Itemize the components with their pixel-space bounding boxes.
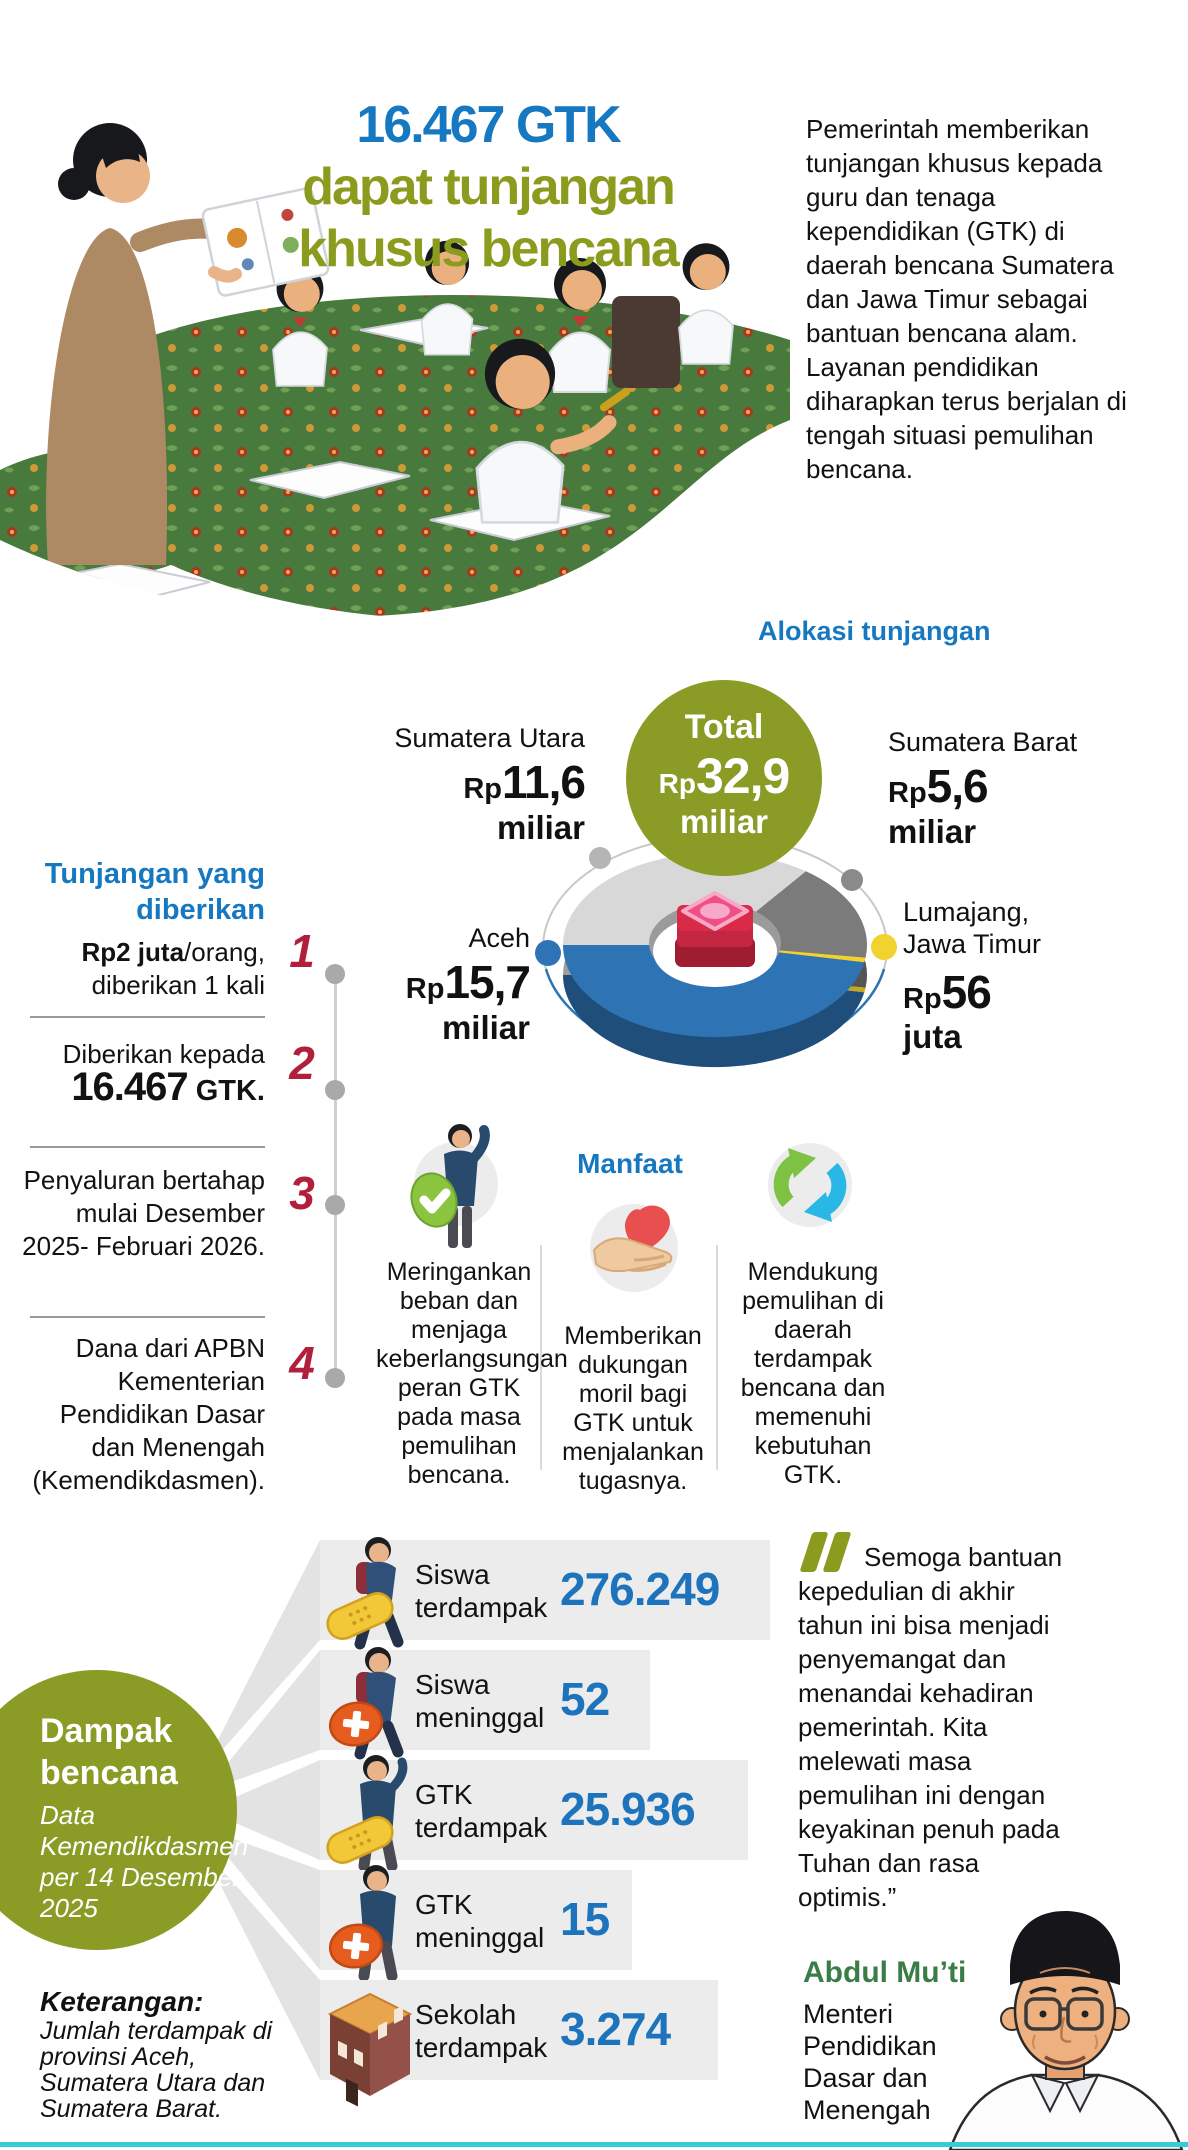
divider: [30, 1316, 265, 1318]
benefits-heading: Manfaat: [577, 1148, 683, 1179]
note-text: Jumlah terdampak di provinsi Aceh, Sumatera Utara dan Sumatera Barat.: [40, 2017, 273, 2123]
label-sumatera-utara: [350, 724, 585, 845]
region-name: Sumatera Utara: [394, 723, 585, 753]
note-title: Keterangan:: [40, 1986, 204, 2017]
stat-value: 15: [560, 1893, 610, 1945]
stat-value: 52: [560, 1673, 610, 1725]
intro-paragraph: Pemerintah memberikan tunjangan khusus kepada guru dan tenaga kependidikan (GTK) di daerah bencana Sumatera dan Jawa Timur sebagai bantuan bencana alam. Layanan pendidikan diharapkan terus berjalan di tengah situasi pemulihan bencana.: [806, 114, 1127, 484]
teacher-bandaid-icon: [322, 1752, 414, 1870]
stat-label-line: meninggal: [415, 1922, 545, 1953]
title-line-2: dapat tunjangan: [302, 158, 674, 216]
currency: Rp: [658, 768, 696, 799]
recycle-arrows-icon: [758, 1136, 862, 1234]
provision-num-4: 4: [289, 1337, 315, 1389]
teacher-cross-icon: [322, 1862, 414, 1980]
region-name: Aceh: [468, 923, 530, 953]
currency: Rp: [405, 973, 445, 1006]
stat-label-line: Siswa: [415, 1559, 490, 1590]
student-cross-icon: [322, 1642, 414, 1760]
provision-text: GTK.: [187, 1075, 265, 1107]
region-value: 15,7: [444, 956, 530, 1009]
region-unit: juta: [903, 1018, 962, 1056]
provisions-heading: Tunjangan yang diberikan: [44, 858, 265, 926]
school-icon: [320, 1982, 420, 2108]
provision-num-2: 2: [289, 1037, 315, 1089]
currency: Rp: [888, 777, 927, 810]
stat-label: [415, 1998, 547, 2064]
teacher-check-icon: [404, 1120, 502, 1258]
provision-number: 16.467: [71, 1065, 188, 1109]
stat-label: [415, 1778, 547, 1844]
region-value: 11,6: [502, 756, 585, 809]
title-line-3: khusus bencana: [298, 220, 678, 278]
stat-label-line: terdampak: [415, 2032, 548, 2063]
region-unit: miliar: [441, 1008, 530, 1046]
benefit-text-2: Memberikan dukungan moril bagi GTK untuk menjalankan tugasnya.: [562, 1322, 704, 1495]
provision-text: diberikan 1 kali: [91, 970, 265, 1000]
provision-num-3: 3: [289, 1167, 315, 1219]
provision-text: Diberikan kepada: [62, 1039, 265, 1069]
provision-text: /orang,: [184, 937, 265, 967]
region-name: Sumatera Barat: [888, 727, 1078, 757]
timeline-dot: [325, 1080, 345, 1100]
stat-value: 3.274: [560, 2003, 671, 2055]
provision-bold: Rp2 juta: [81, 937, 185, 967]
stat-label-line: Siswa: [415, 1669, 490, 1700]
benefit-text-3: Mendukung pemulihan di daerah terdampak bencana dan memenuhi kebutuhan GTK.: [740, 1258, 886, 1489]
quote-author-role: Menteri Pendidikan Dasar dan Menengah: [803, 1999, 937, 2125]
region-unit: miliar: [496, 808, 585, 846]
stat-value: 25.936: [560, 1783, 695, 1835]
student-bandaid-icon: [322, 1532, 414, 1650]
impact-source: Data Kemendikdasmen per 14 Desember 2025: [40, 1800, 249, 1923]
stat-label: [415, 1888, 544, 1954]
currency: Rp: [463, 773, 502, 806]
label-sumatera-barat: [888, 728, 1188, 849]
provision-item-3: Penyaluran bertahap mulai Desember 2025- Februari 2026.: [22, 1165, 265, 1261]
title-line-1: 16.467 GTK: [356, 96, 620, 154]
region-unit: miliar: [888, 812, 977, 850]
label-aceh: [322, 924, 530, 1045]
school-bag: [612, 296, 680, 388]
timeline-dot: [325, 1368, 345, 1388]
stat-label-line: Sekolah: [415, 1999, 517, 2030]
stat-label-line: GTK: [415, 1779, 473, 1810]
region-name: Jawa Timur: [903, 929, 1042, 959]
divider: [30, 1016, 265, 1018]
hand-heart-icon: [578, 1196, 690, 1300]
timeline-dot: [325, 964, 345, 984]
quote-author: Abdul Mu’ti: [803, 1956, 967, 1989]
region-value: 56: [941, 966, 991, 1018]
provision-item-2: [20, 1038, 265, 1108]
stat-label-line: terdampak: [415, 1812, 548, 1843]
timeline-dot: [325, 1195, 345, 1215]
divider: [716, 1245, 718, 1470]
provision-item-1: [20, 936, 265, 1002]
region-value: 5,6: [926, 760, 988, 813]
currency: Rp: [903, 983, 942, 1015]
total-unit: miliar: [679, 803, 769, 840]
stat-value: 276.249: [560, 1563, 720, 1615]
stat-label-line: terdampak: [415, 1592, 548, 1623]
region-name: Lumajang,: [903, 897, 1030, 927]
page-title: [288, 94, 688, 280]
provision-num-1: 1: [289, 925, 315, 977]
timeline-line: [334, 974, 337, 1378]
stat-label-line: meninggal: [415, 1702, 545, 1733]
label-lumajang-jawa-timur: [903, 896, 1186, 1055]
impact-heading-line2: bencana: [40, 1754, 178, 1792]
bottom-accent-line: [0, 2142, 1188, 2147]
benefit-text-1: Meringankan beban dan menjaga keberlangsungan peran GTK pada masa pemulihan bencana.: [376, 1258, 568, 1489]
impact-heading-line1: Dampak: [40, 1712, 173, 1750]
stat-label: [415, 1558, 547, 1624]
impact-heading: [40, 1710, 240, 1794]
quote-text: Semoga bantuan kepedulian di akhir tahun ini bisa menjadi penyemangat dan menandai kehadiran pemerintah. Kita melewati masa pemulihan ini dengan keyakinan penuh pada Tuhan dan rasa optimis.”: [798, 1542, 1063, 1912]
minister-portrait: [940, 1893, 1188, 2150]
divider: [30, 1146, 265, 1148]
allocation-heading: Alokasi tunjangan: [758, 616, 991, 646]
total-badge: [626, 680, 822, 876]
stat-label: [415, 1668, 544, 1734]
total-value: 32,9: [696, 748, 790, 804]
total-label: Total: [684, 708, 764, 746]
stat-label-line: GTK: [415, 1889, 473, 1920]
provision-item-4: Dana dari APBN Kementerian Pendidikan Dasar dan Menengah (Kemendikdasmen).: [32, 1333, 265, 1495]
